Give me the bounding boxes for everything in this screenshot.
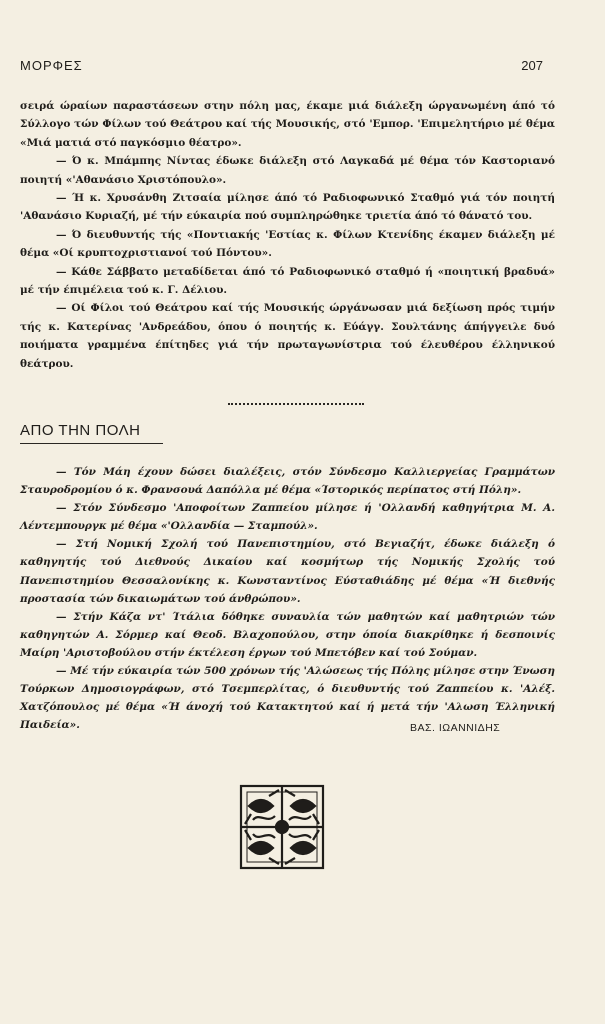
paragraph: σειρά ώραίων παραστάσεων στην πόλη μας, έκαμε μιά διάλεξη ώργανωμένη άπό τό Σύλλογο τών Φίλων τού Θεάτρου καί τής Μουσικής, στό 'Εμπορ. 'Επιμελητήριο μέ θέμα «Μιά ματιά στό παγκόσμιο θέατρο». <box>20 100 555 149</box>
decorative-ornament-icon <box>239 784 325 870</box>
news-section-constantinople <box>20 463 555 734</box>
paragraph: — Στήν Κάζα ντ' Ίτάλια δόθηκε συναυλία τών μαθητών καί μαθητριών τών καθηγητών Α. Σόρμερ καί Θεοδ. Βλαχοπούλου, στην όποία διακρίθηκε ή δεσποινίς Μαίρη 'Αριστοβούλου στήν έκτέλεση έργων τού Μπετόβεν καί τού Σούμαν. <box>20 610 555 659</box>
paragraph: — Κάθε Σάββατο μεταδίδεται άπό τό Ραδιοφωνικό σταθμό ή «ποιητική βραδυά» μέ τήν έπιμέλεια τού κ. Γ. Δέλιου. <box>20 265 555 297</box>
paragraph: — Ό διευθυντής τής «Ποντιακής 'Εστίας κ. Φίλων Κτενίδης έκαμεν διάλεξη μέ θέμα «Οί κρυπτοχριστιανοί τού Πόντου». <box>20 228 555 260</box>
paragraph: — Οί Φίλοι τού Θεάτρου καί τής Μουσικής ώργάνωσαν μιά δεξίωση πρός τιμήν τής κ. Κατερίνας 'Ανδρεάδου, όπου ό ποιητής κ. Εύάγγ. Σουλτάνης άπήγγειλε δυό ποιήματα γραμμένα έπίτηδες γιά τήν πρωταγωνίστρια τού έλευθέρου έλληνικού θεάτρου. <box>20 302 555 370</box>
paragraph: — Στόν Σύνδεσμο 'Αποφοίτων Ζαππείου μίλησε ή 'Ολλανδή καθηγήτρια Μ. Α. Λέντεμπουργκ μέ θέμα «'Ολλανδία — Σταμπούλ». <box>20 502 555 533</box>
page-header <box>20 58 543 78</box>
page-number: 207 <box>521 58 543 73</box>
journal-name: ΜΟΡΦΕΣ <box>20 58 83 73</box>
news-section-thessaloniki <box>20 97 555 373</box>
heading-underline <box>20 443 163 444</box>
dotted-separator <box>228 403 364 405</box>
paragraph: — Μέ τήν εύκαιρία τών 500 χρόνων τής 'Αλώσεως τής Πόλης μίλησε στην Ένωση Τούρκων Δημοσιογράφων, στό Τσεμπερλίτας, ό διευθυντής τού Ζαππείου κ. 'Αλέξ. Χατζόπουλος μέ θέμα «Ή άνοχή τού Κατακτητού καί ή μετά τήν 'Αλωση Έλληνική Παιδεία». <box>20 665 555 732</box>
paragraph: — Τόν Μάη έχουν δώσει διαλέξεις, στόν Σύνδεσμο Καλλιεργείας Γραμμάτων Σταυροδρομίου ό κ. Φρανσουά Δαπόλλα μέ θέμα «Ίστορικός περίπατος στή Πόλη». <box>20 466 555 497</box>
section-heading: ΑΠΟ ΤΗΝ ΠΟΛΗ <box>20 422 141 439</box>
paragraph: — Ή κ. Χρυσάνθη Ζιτσαία μίλησε άπό τό Ραδιοφωνικό Σταθμό γιά τόν ποιητή 'Αθανάσιο Κυριαζή, μέ τήν εύκαιρία πού συμπληρώθηκε τριετία άπό τό θάνατό του. <box>20 192 555 223</box>
author-signature: ΒΑΣ. ΙΩΑΝΝΙΔΗΣ <box>410 722 501 734</box>
paragraph: — Στή Νομική Σχολή τού Πανεπιστημίου, στό Βεγιαζήτ, έδωκε διάλεξη ό καθηγητής τού Διεθνούς Δικαίου καί κοσμήτωρ τής Νομικής Σχολής τού Πανεπιστημίου Θεσσαλονίκης κ. Κωνσταντίνος Εύσταθιάδης μέ θέμα «Ή διεθνής προστασία τών δικαιωμάτων τού άνθρώπου». <box>20 538 555 605</box>
paragraph: — Ό κ. Μπάμπης Νίντας έδωκε διάλεξη στό Λαγκαδά μέ θέμα τόν Καστοριανό ποιητή «'Αθανάσιο Χριστόπουλο». <box>20 155 555 186</box>
